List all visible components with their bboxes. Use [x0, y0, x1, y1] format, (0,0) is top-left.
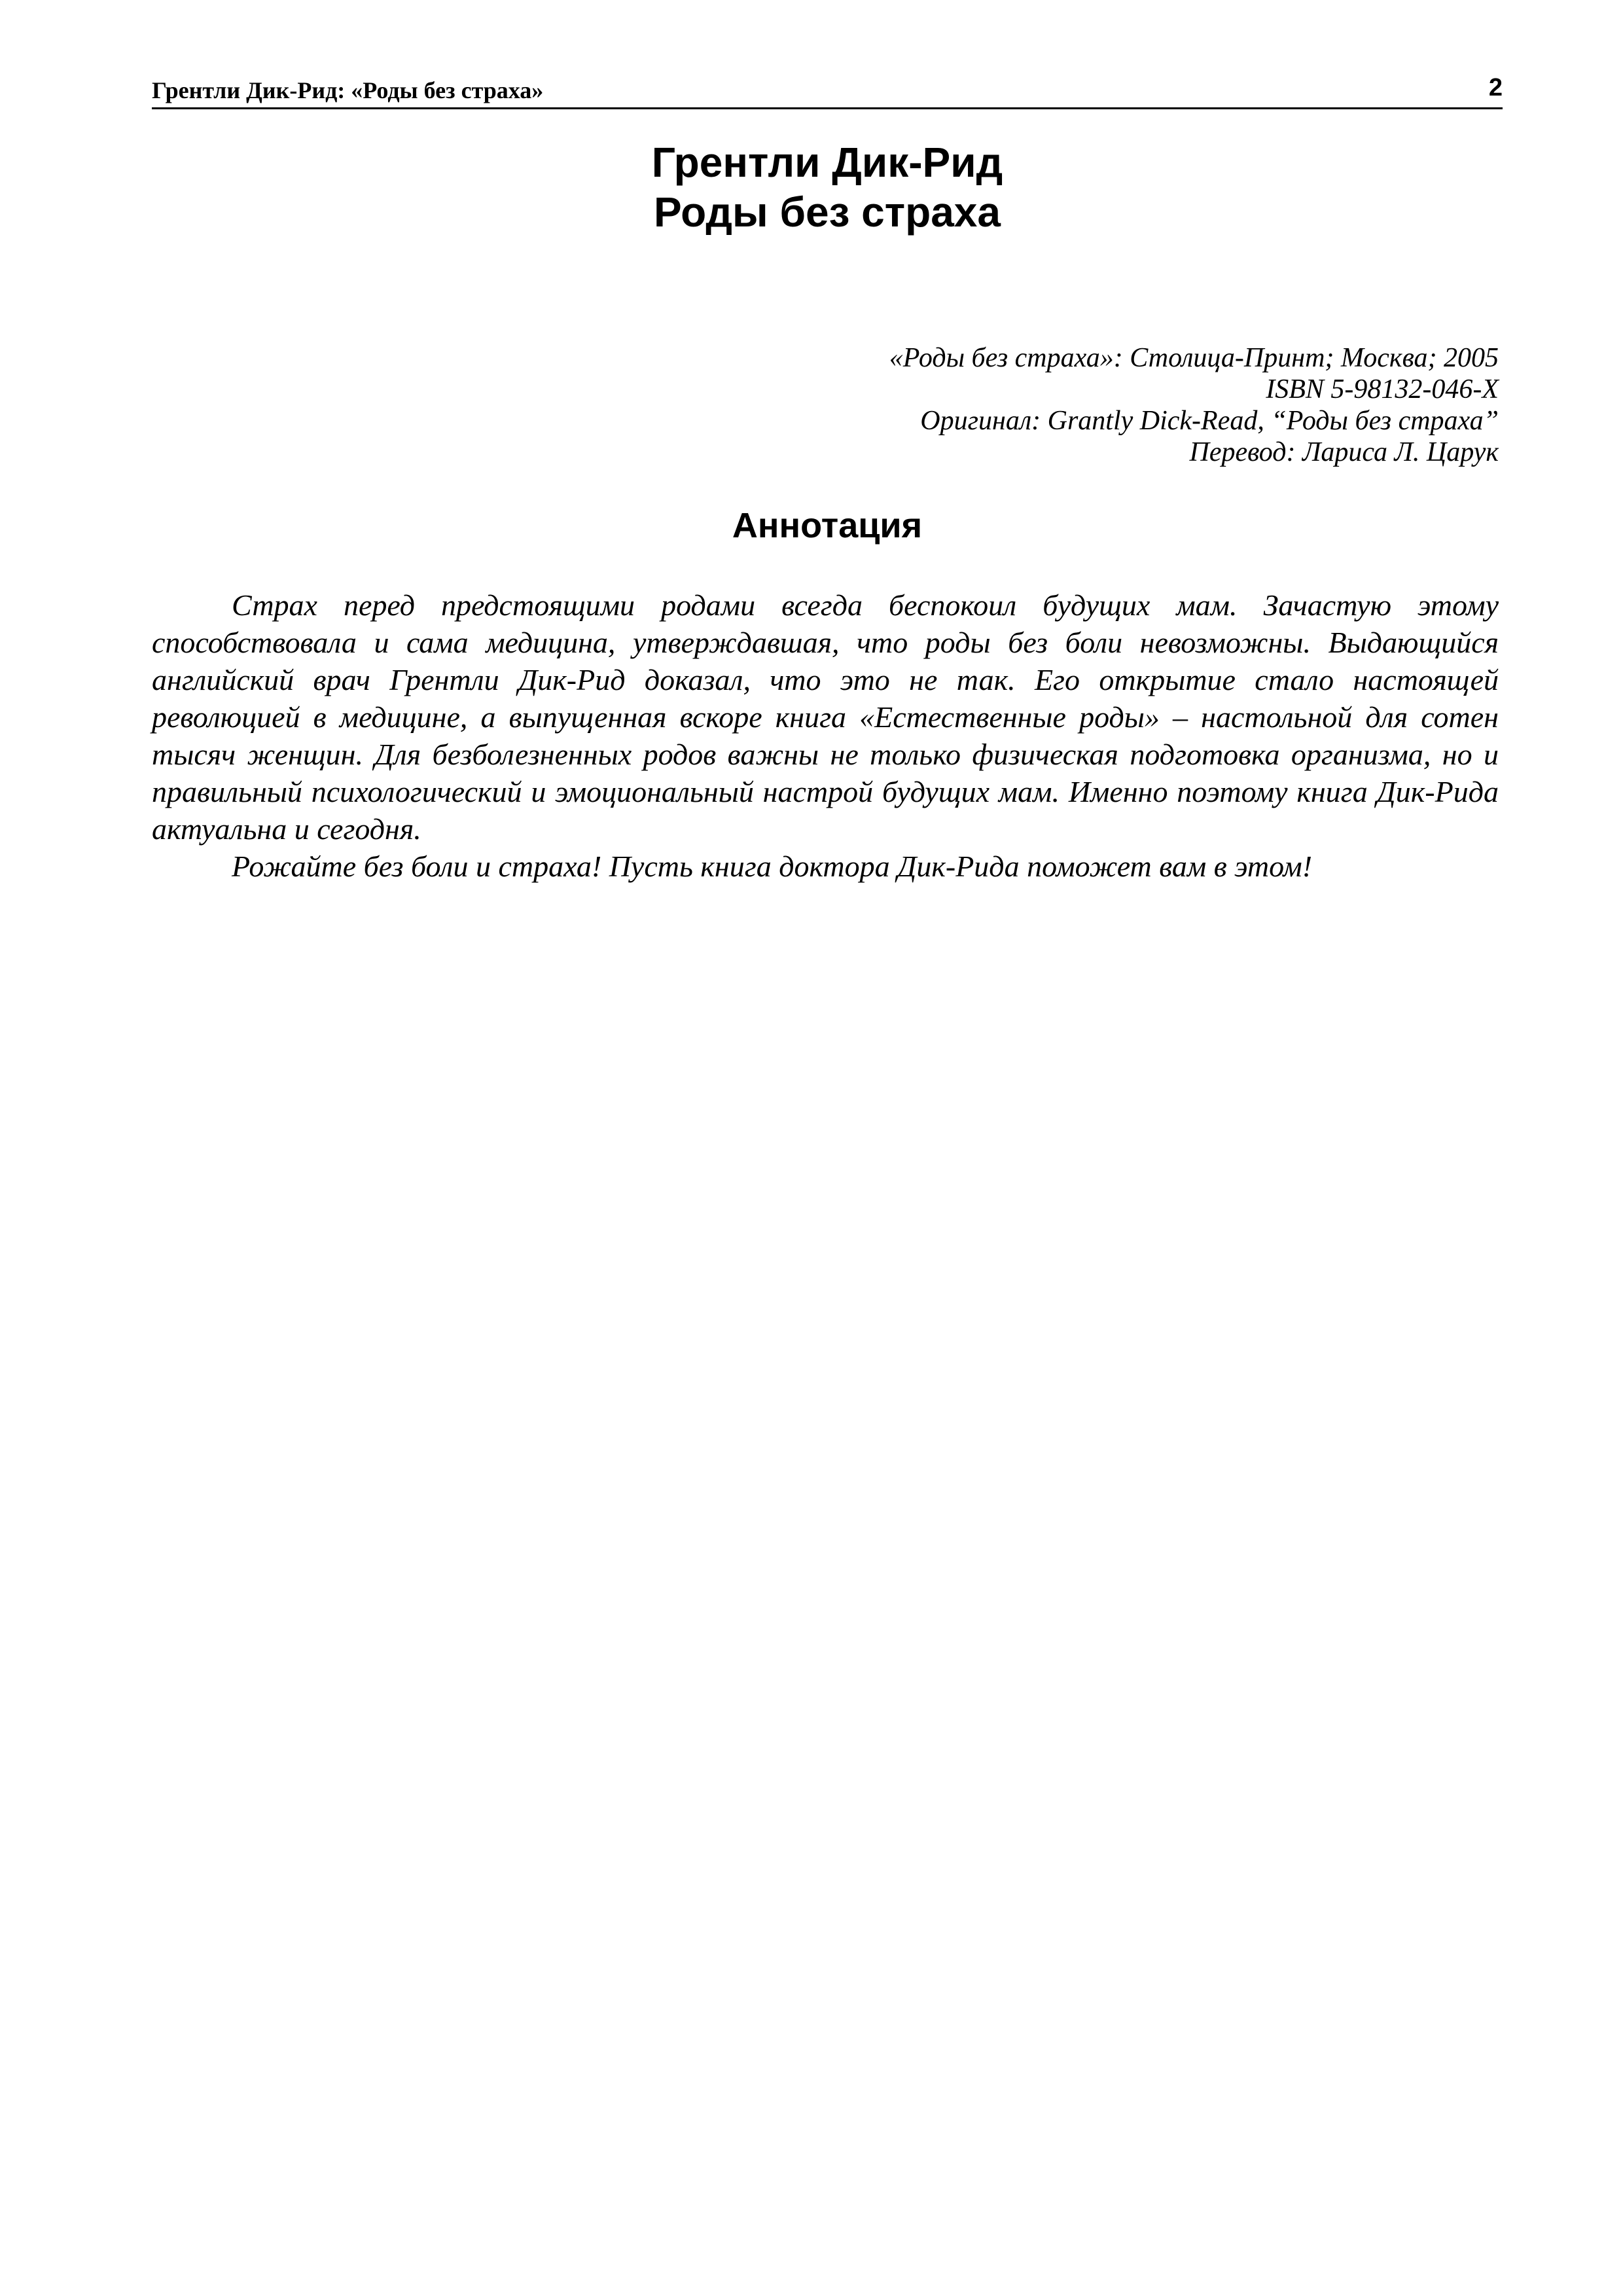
original-line: Оригинал: Grantly Dick-Read, “Роды без страха”	[920, 406, 1499, 436]
page-header	[152, 69, 1503, 109]
annotation-body	[152, 586, 1499, 885]
annotation-paragraph: Рожайте без боли и страха! Пусть книга доктора Дик-Рида поможет вам в этом!	[232, 850, 1313, 883]
isbn-line: ISBN 5-98132-046-X	[1266, 374, 1499, 404]
book-title	[152, 137, 1503, 237]
translation-line: Перевод: Лариса Л. Царук	[1189, 437, 1499, 467]
book-name: Роды без страха	[654, 188, 1001, 236]
running-title: Грентли Дик-Рид: «Роды без страха»	[152, 77, 544, 103]
annotation-paragraph: Страх перед предстоящими родами всегда беспокоил будущих мам. Зачастую этому способствовала и сама медицина, утверждавшая, что роды без боли невозможны. Выдающийся английский врач Грентли Дик-Рид доказал, что это не так. Его открытие стало настоящей революцией в медицине, а выпущенная вскоре книга «Естественные роды» – настольной для сотен тысяч женщин. Для безболезненных родов важны не только физическая подготовка организма, но и правильный психологический и эмоциональный настрой будущих мам. Именно поэтому книга Дик-Рида актуальна и сегодня.	[152, 588, 1499, 846]
page-number: 2	[1488, 74, 1503, 101]
edition-line: «Роды без страха»: Столица-Принт; Москва; 2005	[889, 343, 1499, 373]
publication-info	[152, 342, 1499, 468]
annotation-heading: Аннотация	[732, 506, 923, 545]
author-name: Грентли Дик-Рид	[651, 139, 1003, 186]
